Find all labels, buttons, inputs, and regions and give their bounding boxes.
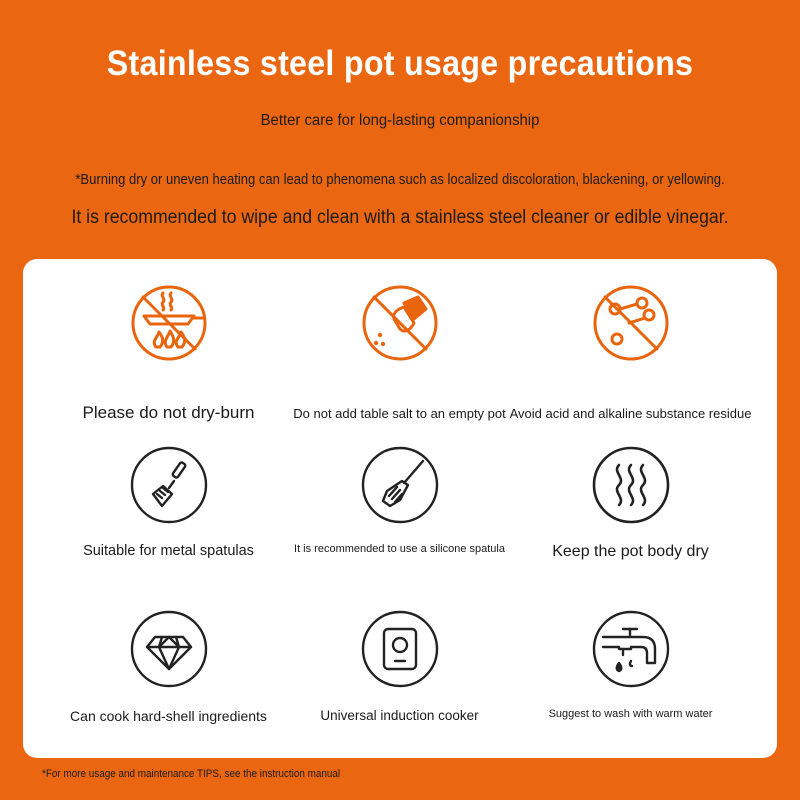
page-title: Stainless steel pot usage precautions xyxy=(106,44,694,83)
item-label: It is recommended to use a silicone spatula xyxy=(294,543,505,555)
item-no-acid-alkali xyxy=(505,283,756,443)
item-label: Suggest to wash with warm water xyxy=(548,708,713,720)
item-label: Universal induction cooker xyxy=(320,708,479,723)
footer-note: *For more usage and maintenance TIPS, see the instruction manual xyxy=(42,768,341,780)
metal-spatula-icon xyxy=(129,445,209,525)
no-salt-icon xyxy=(360,283,440,363)
item-no-dry-burn xyxy=(43,283,294,443)
item-label: Keep the pot body dry xyxy=(552,543,709,560)
item-label: Avoid acid and alkaline substance residue xyxy=(509,406,752,421)
item-label: Can cook hard-shell ingredients xyxy=(70,708,267,724)
page-subtitle: Better care for long-lasting companionship xyxy=(260,112,540,129)
precautions-card xyxy=(23,259,777,758)
item-label: Do not add table salt to an empty pot xyxy=(293,406,506,421)
item-no-salt xyxy=(274,283,525,443)
steam-icon xyxy=(591,445,671,525)
discoloration-note: *Burning dry or uneven heating can lead to phenomena such as localized discoloration, blackening, or yellowing. xyxy=(75,172,725,188)
item-warm-water xyxy=(505,609,756,769)
diamond-icon xyxy=(129,609,209,689)
item-metal-spatula xyxy=(43,445,294,605)
item-silicone-spatula xyxy=(274,445,525,605)
item-label: Please do not dry-burn xyxy=(82,403,255,422)
item-hard-shell xyxy=(43,609,294,769)
warm-water-faucet-icon xyxy=(591,609,671,689)
item-induction xyxy=(274,609,525,769)
induction-cooker-icon xyxy=(360,609,440,689)
item-label: Suitable for metal spatulas xyxy=(83,543,254,559)
no-dry-burn-icon xyxy=(129,283,209,363)
no-acid-alkali-icon xyxy=(591,283,671,363)
cleaning-recommendation: It is recommended to wipe and clean with a stainless steel cleaner or edible vinegar. xyxy=(71,207,729,228)
item-keep-dry xyxy=(505,445,756,605)
silicone-spatula-icon xyxy=(360,445,440,525)
